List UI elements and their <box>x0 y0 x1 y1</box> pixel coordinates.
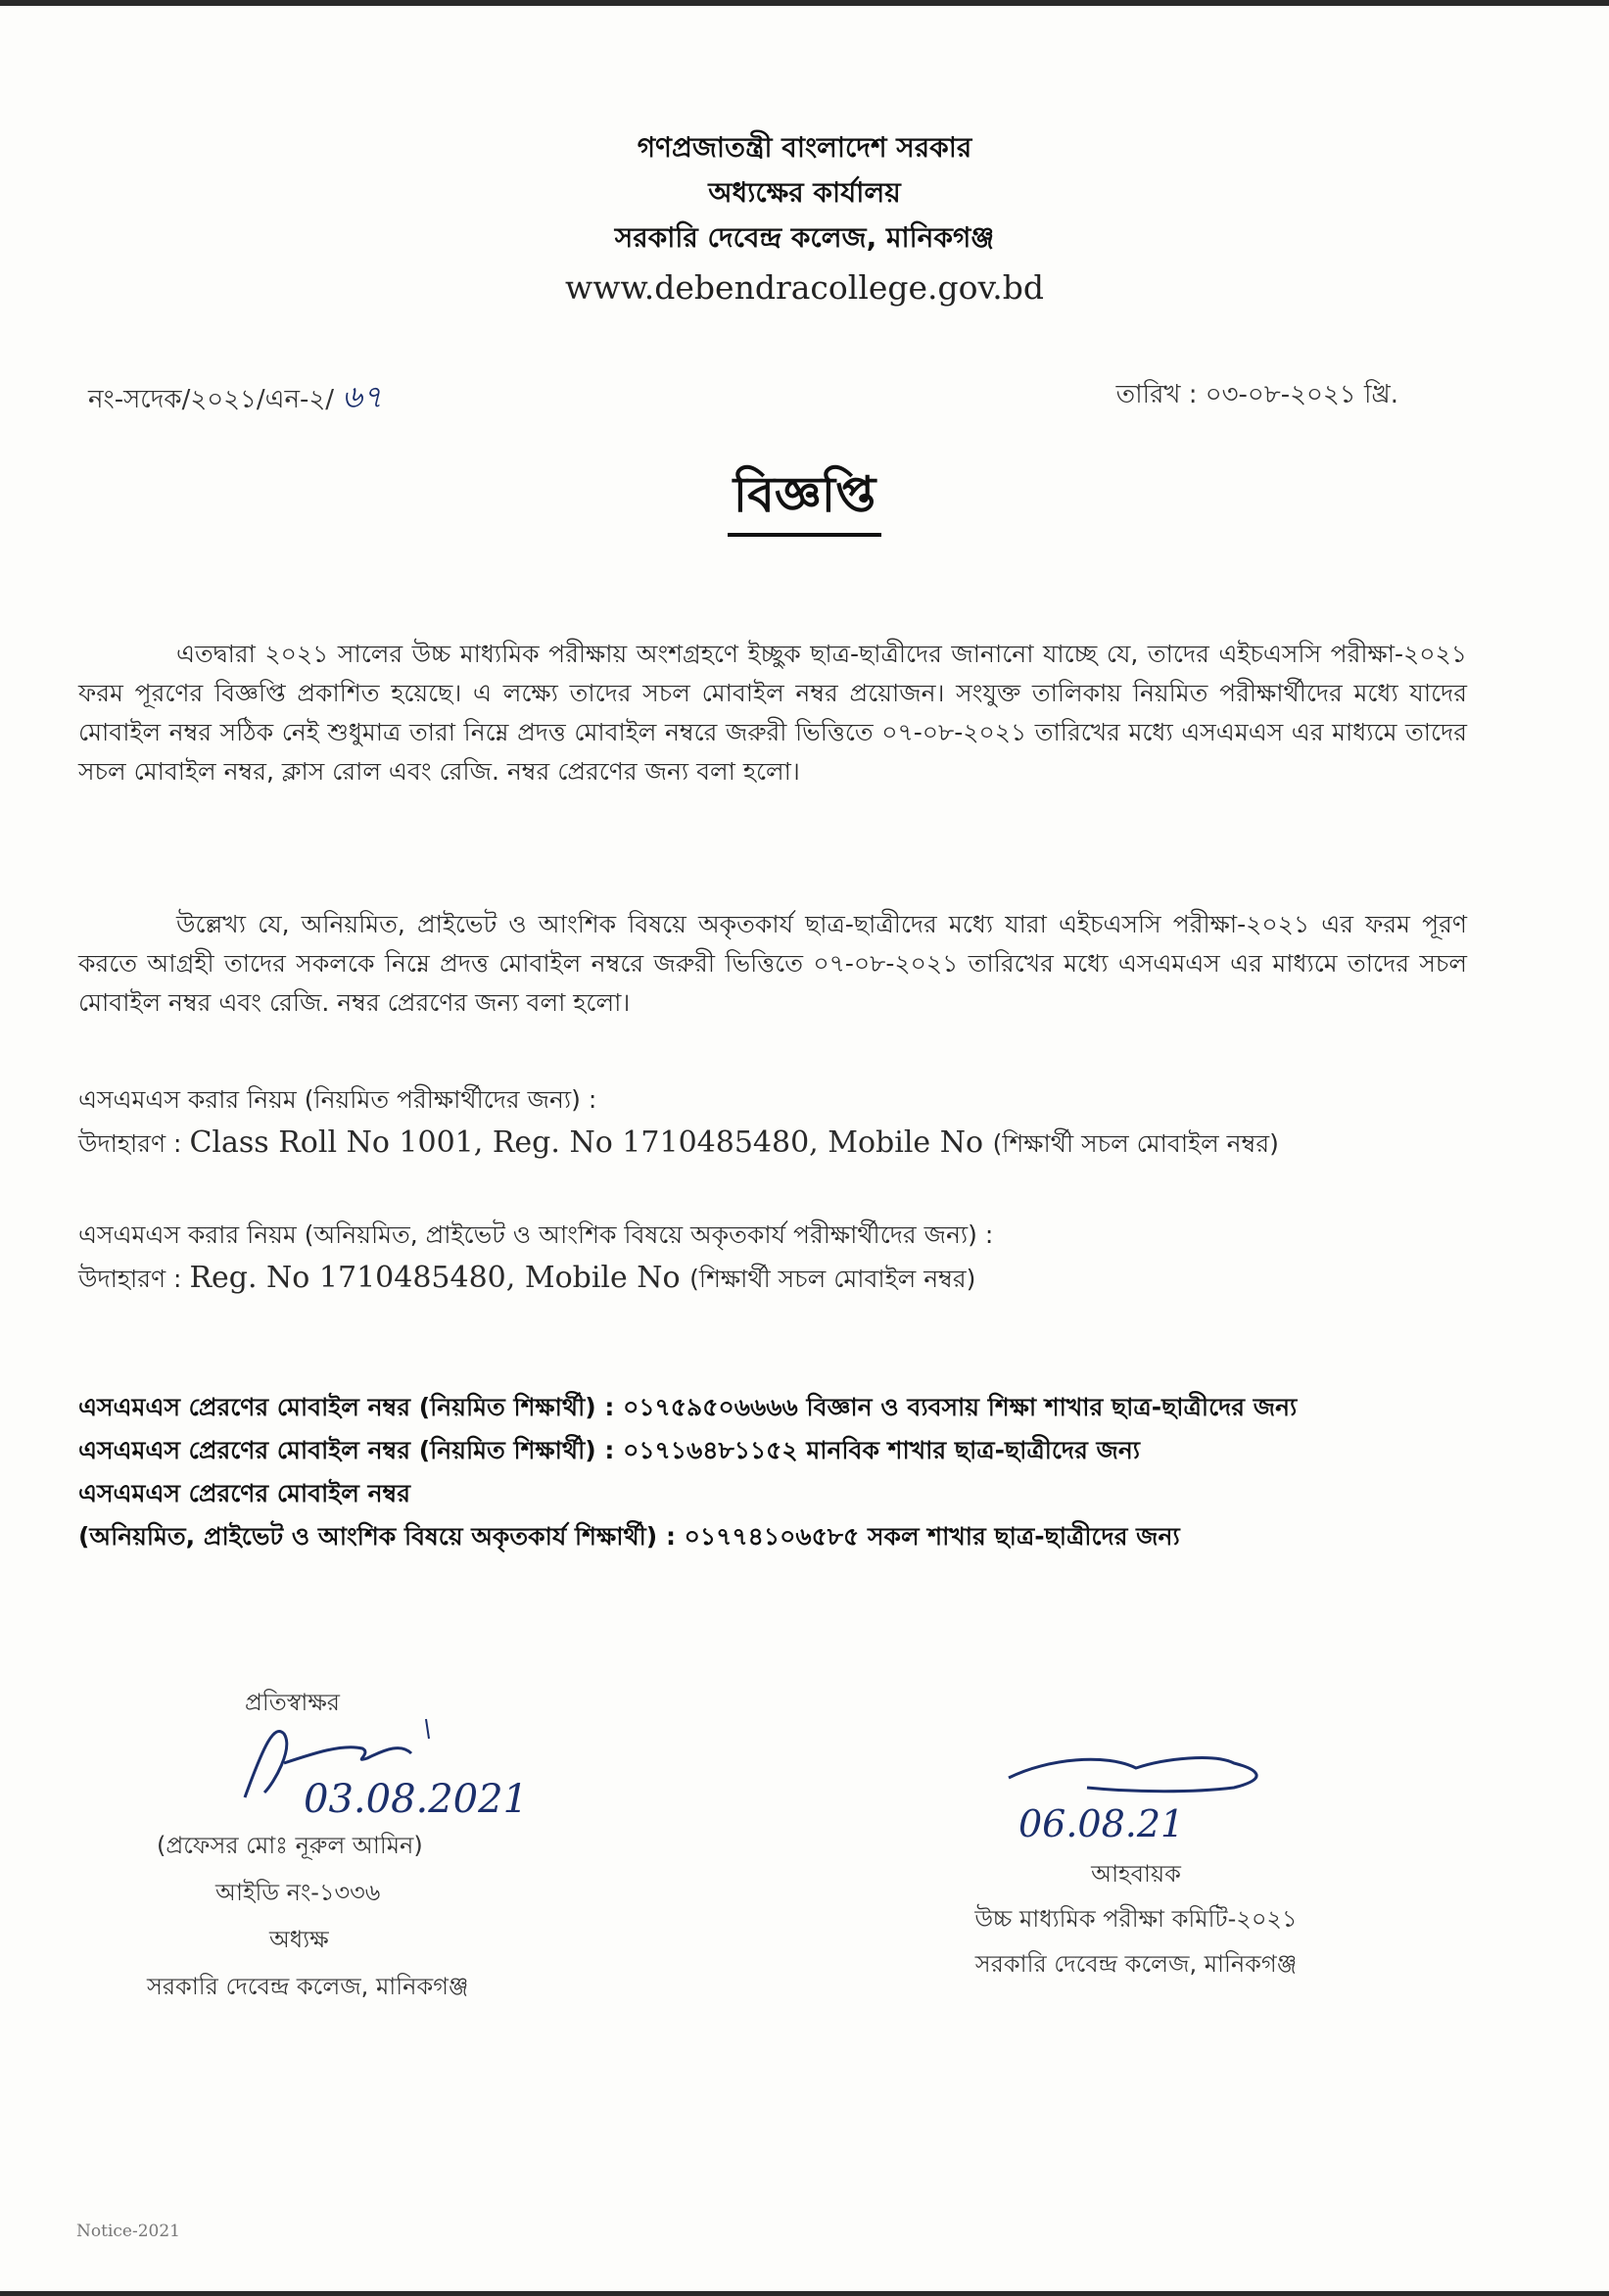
college-name: সরকারি দেবেন্দ্র কলেজ, মানিকগঞ্জ <box>614 221 995 254</box>
sms-contact-numbers <box>78 1386 1508 1558</box>
notice-title: বিজ্ঞপ্তি <box>728 458 881 537</box>
notice-title-wrapper <box>0 458 1609 537</box>
contact-line-humanities: এসএমএস প্রেরণের মোবাইল নম্বর (নিয়মিত শিক্ষার্থী) : ০১৭১৬৪৮১১৫২ মানবিক শাখার ছাত্র-ছাত্রীদের জন্য <box>78 1436 1141 1464</box>
example-label: উদাহারণ : <box>78 1265 182 1293</box>
scan-top-edge <box>0 0 1609 6</box>
principal-institution: সরকারি দেবেন্দ্র কলেজ, মানিকগঞ্জ <box>147 1973 469 2000</box>
contact-line-irregular: (অনিয়মিত, প্রাইভেট ও আংশিক বিষয়ে অকৃতকার্য শিক্ষার্থী) : ০১৭৭৪১০৬৫৮৫ সকল শাখার ছাত্র-ছাত্রীদের জন্য <box>78 1522 1180 1551</box>
convenor-handwritten-date: 06.08.21 <box>1018 1802 1185 1845</box>
convenor-details <box>881 1851 1391 1986</box>
govt-name: গণপ্রজাতন্ত্রী বাংলাদেশ সরকার <box>637 131 972 164</box>
example-text: Reg. No 1710485480, Mobile No (শিক্ষার্থী সচল মোবাইল নম্বর) <box>189 1261 976 1295</box>
memo-number <box>88 372 383 425</box>
scan-bottom-edge <box>0 2291 1609 2296</box>
convenor-committee: উচ্চ মাধ্যমিক পরীক্ষা কমিটি-২০২১ <box>974 1905 1298 1933</box>
notice-date: তারিখ : ০৩-০৮-২০২১ খ্রি. <box>1115 380 1398 409</box>
sms-rule-irregular <box>78 1214 1467 1301</box>
memo-number-text: নং-সদেক/২০২১/এন-২/ <box>88 385 335 414</box>
convenor-designation: আহবায়ক <box>1091 1860 1181 1888</box>
example-text: Class Roll No 1001, Reg. No 1710485480, Mobile No (শিক্ষার্থী সচল মোবাইল নম্বর) <box>189 1125 1279 1160</box>
principal-signature-scribble <box>206 1704 578 1822</box>
example-note: (শিক্ষার্থী সচল মোবাইল নম্বর) <box>689 1265 976 1293</box>
convenor-signature-scribble <box>940 1739 1332 1846</box>
example-label: উদাহারণ : <box>78 1129 182 1158</box>
paragraph-regular-students: এতদ্বারা ২০২১ সালের উচ্চ মাধ্যমিক পরীক্ষায় অংশগ্রহণে ইচ্ছুক ছাত্র-ছাত্রীদের জানানো যাচ্ছে যে, তাদের এইচএসসি পরীক্ষা-২০২১ ফরম পূরণের বিজ্ঞপ্তি প্রকাশিত হয়েছে। এ লক্ষ্যে তাদের সচল মোবাইল নম্বর প্রয়োজন। সংযুক্ত তালিকায় নিয়মিত পরীক্ষার্থীদের মধ্যে যাদের মোবাইল নম্বর সঠিক নেই শুধুমাত্র তারা নিম্নে প্রদত্ত মোবাইল নম্বরে জরুরী ভিত্তিতে ০৭-০৮-২০২১ তারিখের মধ্যে এসএমএস এর মাধ্যমে তাদের সচল মোবাইল নম্বর, ক্লাস রোল এবং রেজি. নম্বর প্রেরণের জন্য বলা হলো। <box>78 640 1467 786</box>
office-name: অধ্যক্ষের কার্যালয় <box>708 176 901 209</box>
sms-rule-irregular-example <box>78 1257 1467 1301</box>
convenor-institution: সরকারি দেবেন্দ্র কলেজ, মানিকগঞ্জ <box>974 1950 1298 1978</box>
contact-line-irregular-heading: এসএমএস প্রেরণের মোবাইল নম্বর <box>78 1479 411 1507</box>
paragraph-irregular-students: উল্লেখ্য যে, অনিয়মিত, প্রাইভেট ও আংশিক বিষয়ে অকৃতকার্য ছাত্র-ছাত্রীদের মধ্যে যারা এইচএসসি পরীক্ষা-২০২১ এর ফরম পূরণ করতে আগ্রহী তাদের সকলকে নিম্নে প্রদত্ত মোবাইল নম্বরে জরুরী ভিত্তিতে ০৭-০৮-২০২১ তারিখের মধ্যে এসএমএস এর মাধ্যমে তাদের সচল মোবাইল নম্বর এবং রেজি. নম্বর প্রেরণের জন্য বলা হলো। <box>78 910 1467 1017</box>
website-url[interactable]: www.debendracollege.gov.bd <box>564 268 1045 307</box>
memo-handwritten-number: ৬৭ <box>342 378 383 415</box>
footer-label: Notice-2021 <box>76 2222 180 2241</box>
countersign-label: প্রতিস্বাক্ষর <box>245 1689 340 1716</box>
principal-details <box>147 1822 558 2010</box>
principal-signature-block <box>147 1685 558 2000</box>
example-note: (শিক্ষার্থী সচল মোবাইল নম্বর) <box>992 1129 1279 1158</box>
principal-id: আইডি নং-১৩৩৬ <box>215 1879 381 1906</box>
sms-rule-regular <box>78 1078 1467 1166</box>
principal-handwritten-date: 03.08.2021 <box>304 1777 529 1822</box>
principal-name: (প্রফেসর মোঃ নূরুল আমিন) <box>157 1832 423 1859</box>
contact-line-science-business: এসএমএস প্রেরণের মোবাইল নম্বর (নিয়মিত শিক্ষার্থী) : ০১৭৫৯৫০৬৬৬৬ বিজ্ঞান ও ব্যবসায় শিক্ষা শাখার ছাত্র-ছাত্রীদের জন্য <box>78 1393 1298 1421</box>
principal-designation: অধ্যক্ষ <box>269 1926 329 1953</box>
sms-rule-irregular-heading: এসএমএস করার নিয়ম (অনিয়মিত, প্রাইভেট ও আংশিক বিষয়ে অকৃতকার্য পরীক্ষার্থীদের জন্য) : <box>78 1220 994 1249</box>
letterhead <box>0 125 1609 313</box>
sms-rule-regular-example <box>78 1122 1467 1166</box>
sms-rule-regular-heading: এসএমএস করার নিয়ম (নিয়মিত পরীক্ষার্থীদের জন্য) : <box>78 1085 597 1114</box>
